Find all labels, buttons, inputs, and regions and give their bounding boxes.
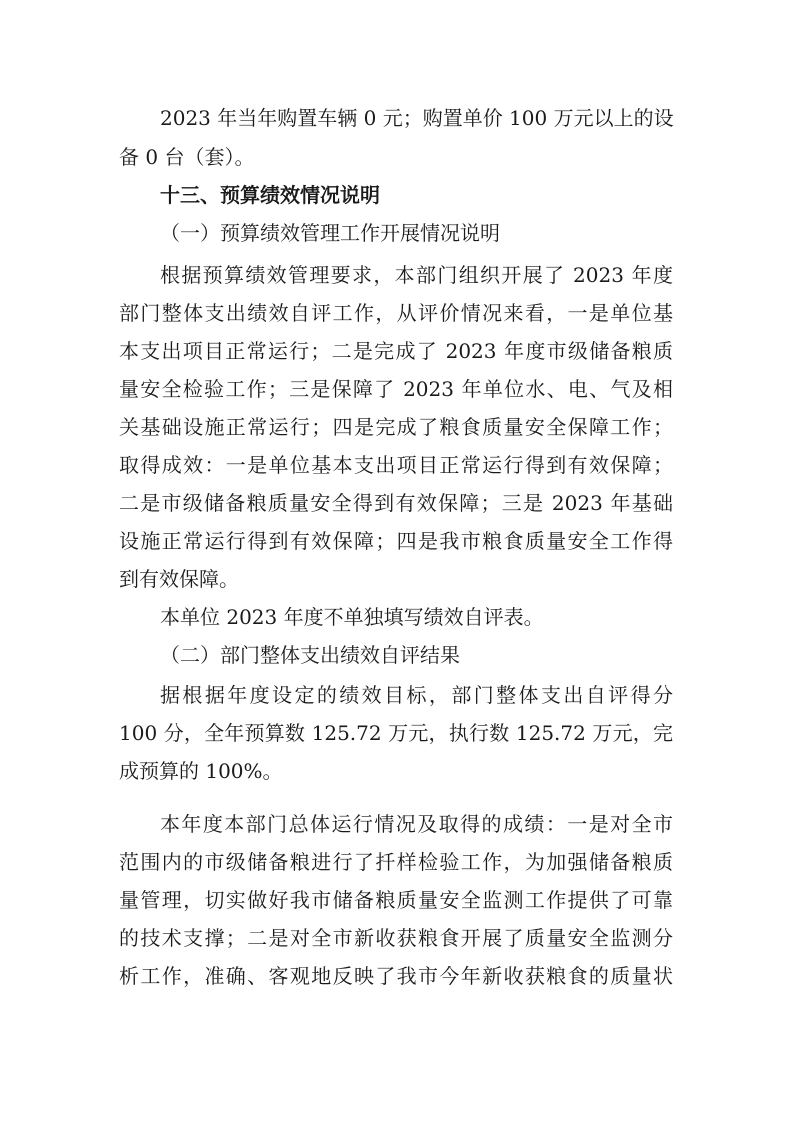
paragraph-line: 本支出项目正常运行；二是完成了 2023 年度市级储备粮质	[119, 339, 673, 363]
paragraph-line: 二是市级储备粮质量安全得到有效保障；三是 2023 年基础	[119, 491, 673, 515]
paragraph-line: 取得成效：一是单位基本支出项目正常运行得到有效保障；	[119, 453, 673, 477]
paragraph-line: 量安全检验工作；三是保障了 2023 年单位水、电、气及相	[119, 377, 673, 401]
paragraph-line: 2023 年当年购置车辆 0 元；购置单价 100 万元以上的设	[160, 106, 674, 130]
paragraph-line: 设施正常运行得到有效保障；四是我市粮食质量安全工作得	[119, 529, 673, 553]
paragraph-line: 成预算的 100%。	[119, 759, 283, 783]
paragraph-line: 量管理，切实做好我市储备粮质量安全监测工作提供了可靠	[119, 888, 673, 912]
subsection-heading: （一）预算绩效管理工作开展情况说明	[160, 221, 500, 245]
paragraph-line: 备 0 台（套）。	[119, 145, 255, 169]
paragraph-line: 范围内的市级储备粮进行了扦样检验工作，为加强储备粮质	[119, 850, 673, 874]
paragraph-line: 本单位 2023 年度不单独填写绩效自评表。	[160, 605, 544, 629]
paragraph-line: 部门整体支出绩效自评工作，从评价情况来看，一是单位基	[119, 301, 673, 325]
paragraph-line: 根据预算绩效管理要求，本部门组织开展了 2023 年度	[160, 263, 673, 287]
paragraph-line: 关基础设施正常运行；四是完成了粮食质量安全保障工作；	[119, 415, 673, 439]
paragraph-line: 到有效保障。	[119, 567, 239, 591]
paragraph-line: 据根据年度设定的绩效目标，部门整体支出自评得分	[160, 683, 673, 707]
subsection-heading: （二）部门整体支出绩效自评结果	[160, 643, 460, 667]
paragraph-line: 100 分，全年预算数 125.72 万元，执行数 125.72 万元，完	[119, 721, 673, 745]
paragraph-line: 本年度本部门总体运行情况及取得的成绩：一是对全市	[160, 812, 673, 836]
paragraph-line: 析工作，准确、客观地反映了我市今年新收获粮食的质量状	[119, 964, 673, 988]
section-heading: 十三、预算绩效情况说明	[160, 183, 380, 207]
paragraph-line: 的技术支撑；二是对全市新收获粮食开展了质量安全监测分	[119, 926, 673, 950]
